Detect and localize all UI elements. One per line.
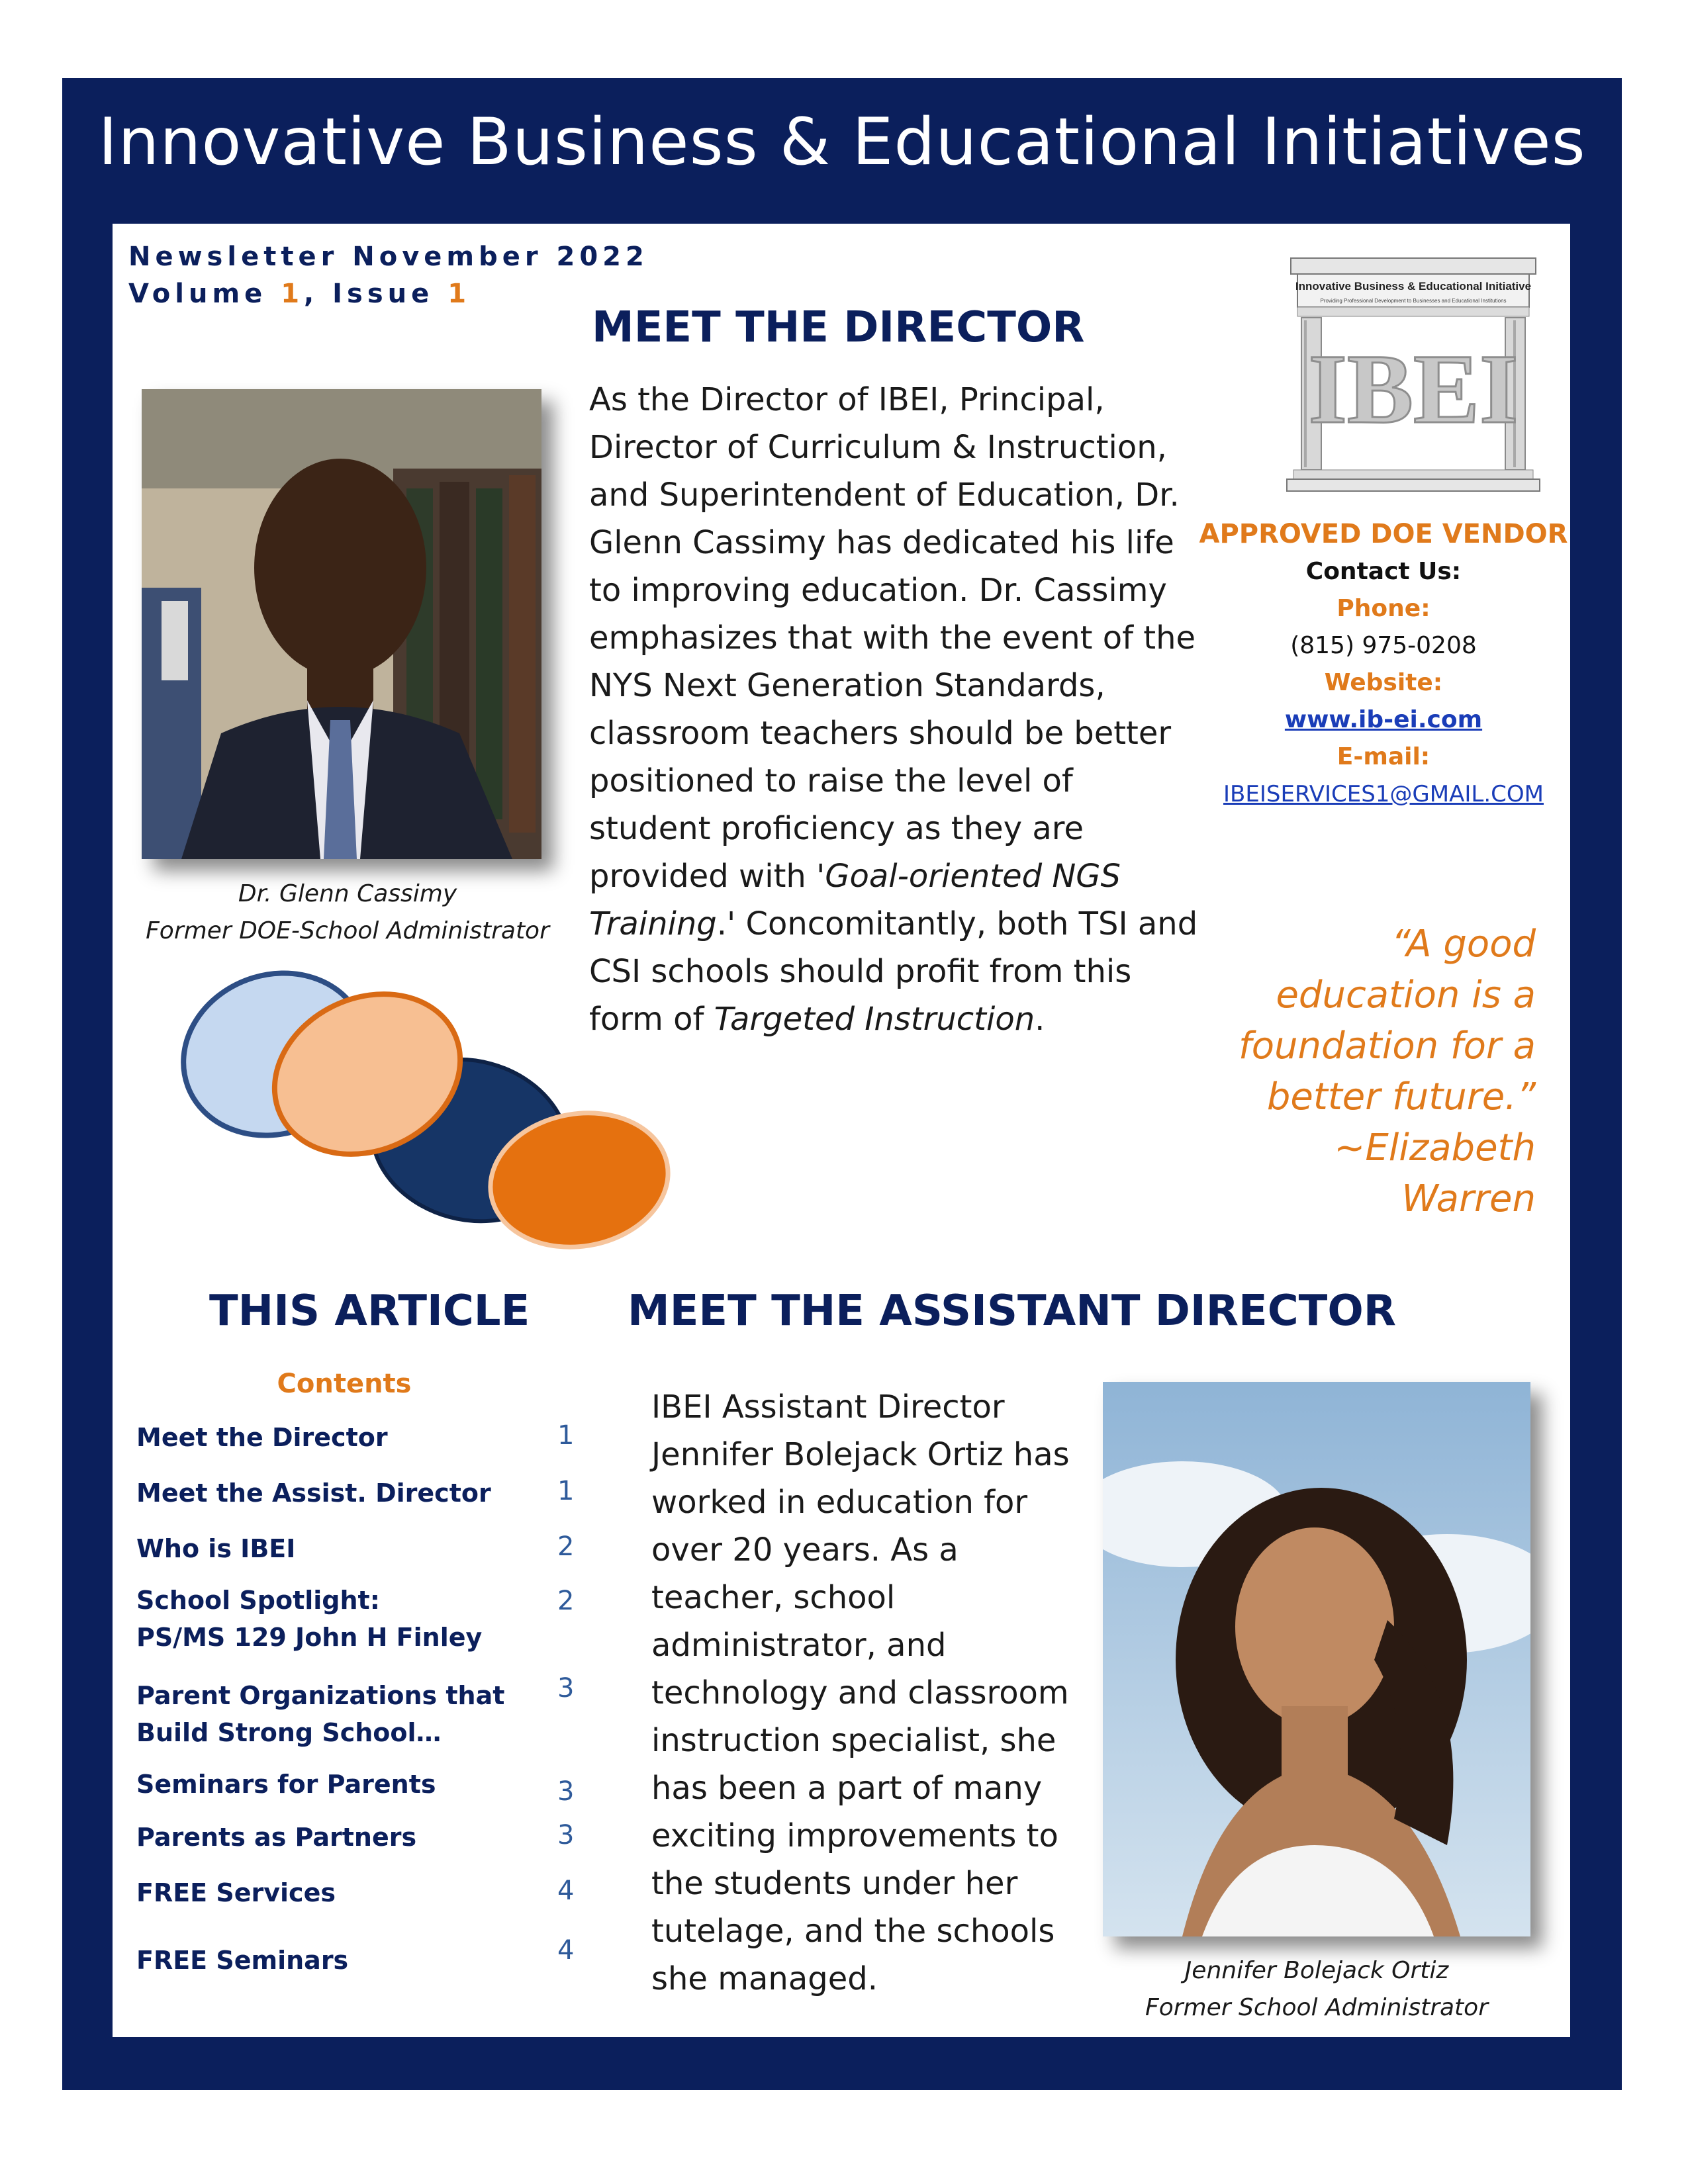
toc-page: 4 (557, 1935, 575, 1966)
logo-banner: Innovative Business & Educational Initiative (1295, 280, 1532, 293)
director-photo (142, 389, 541, 859)
ibei-logo (1284, 257, 1542, 495)
toc-item-parents-partners[interactable]: Parents as Partners (136, 1823, 417, 1852)
toc-page: 3 (557, 1820, 575, 1850)
toc-item-who-is-ibei[interactable]: Who is IBEI (136, 1534, 296, 1563)
website-label: Website: (1324, 669, 1443, 696)
page-title: Innovative Business & Educational Initiatives (98, 105, 1586, 180)
logo-letters: IBEI (1308, 334, 1519, 444)
assistant-paragraph: IBEI Assistant Director Jennifer Bolejack Ortiz has worked in education for over 20 years. As a teacher, school administrator, and technology and classroom instruction specialist, she has been a part of many exciting improvements to the students under her tutelage, and the schools she managed. (651, 1388, 1070, 1997)
assistant-heading: MEET THE ASSISTANT DIRECTOR (628, 1287, 1396, 1336)
toc-item-school-spotlight[interactable]: School Spotlight: PS/MS 129 John H Finley (136, 1586, 483, 1652)
toc-page: 1 (557, 1476, 575, 1506)
contact-label: Contact Us: (1305, 558, 1462, 585)
director-paragraph: As the Director of IBEI, Principal, Director of Curriculum & Instruction, and Superintendent of Education, Dr. Glenn Cassimy has dedicated his life to improving education. Dr. Cassimy emphasizes that with the event of the NYS Next Generation Standards, classroom teachers should be better positioned to raise the level of student proficiency as they are provided with 'Goal-oriented NGS Training.' Concomitantly, both TSI and CSI schools should profit from this form of Targeted Instruction. (589, 381, 1198, 1038)
toc-item-parent-organizations[interactable]: Parent Organizations that Build Strong School… (136, 1681, 505, 1747)
assistant-photo-image (1103, 1382, 1530, 1936)
toc-page: 4 (557, 1876, 575, 1906)
quote-line: foundation for a (1238, 1024, 1536, 1068)
website-link[interactable]: www.ib-ei.com (1284, 706, 1483, 733)
quote-line: better future.” (1266, 1075, 1536, 1118)
director-caption-title: Former DOE-School Administrator (146, 917, 549, 944)
toc-page: 2 (557, 1586, 575, 1616)
logo-tagline: Providing Professional Development to Businesses and Educational Institutions (1320, 298, 1507, 304)
quote-author: Warren (1401, 1177, 1536, 1220)
quote-line: education is a (1276, 974, 1536, 1017)
director-photo-image (142, 389, 541, 859)
newsletter-info (128, 238, 649, 312)
page-frame (62, 78, 1622, 2090)
toc-item-meet-assist-director[interactable]: Meet the Assist. Director (136, 1479, 491, 1508)
newsletter-date: Newsletter November 2022 (128, 242, 649, 272)
toc-page: 1 (557, 1420, 575, 1451)
content-panel (113, 224, 1570, 2037)
toc-item-seminars-parents[interactable]: Seminars for Parents (136, 1770, 436, 1799)
director-heading: MEET THE DIRECTOR (592, 303, 1085, 352)
phone-number: (815) 975-0208 (1290, 632, 1477, 659)
assistant-caption-name: Jennifer Bolejack Ortiz (1184, 1957, 1449, 1984)
email-row (1198, 776, 1569, 813)
contact-block (1198, 515, 1569, 813)
phone-label: Phone: (1336, 595, 1430, 622)
toc-heading: THIS ARTICLE (209, 1287, 530, 1336)
assistant-caption (1096, 1952, 1537, 2026)
email-link[interactable]: IBEISERVICES1@GMAIL.COM (1223, 781, 1544, 807)
website-row (1198, 702, 1569, 739)
director-caption (119, 876, 576, 950)
toc-item-free-seminars[interactable]: FREE Seminars (136, 1946, 349, 1975)
director-caption-name: Dr. Glenn Cassimy (238, 880, 457, 907)
assistant-photo (1103, 1382, 1530, 1936)
toc-page: 3 (557, 1776, 575, 1807)
quote-author: ~Elizabeth (1334, 1126, 1536, 1169)
email-label: E-mail: (1336, 743, 1430, 770)
toc-subheading: Contents (277, 1369, 412, 1399)
quote-line: “A good (1391, 923, 1536, 966)
volume-issue: Volume 1, Issue 1 (128, 279, 471, 309)
vendor-label: APPROVED DOE VENDOR (1199, 519, 1568, 549)
toc-item-meet-director[interactable]: Meet the Director (136, 1423, 388, 1452)
toc-page: 3 (557, 1673, 575, 1704)
quote-block (1165, 919, 1536, 1224)
toc-item-free-services[interactable]: FREE Services (136, 1878, 336, 1907)
toc-page: 2 (557, 1531, 575, 1562)
assistant-caption-title: Former School Administrator (1145, 1994, 1488, 2021)
